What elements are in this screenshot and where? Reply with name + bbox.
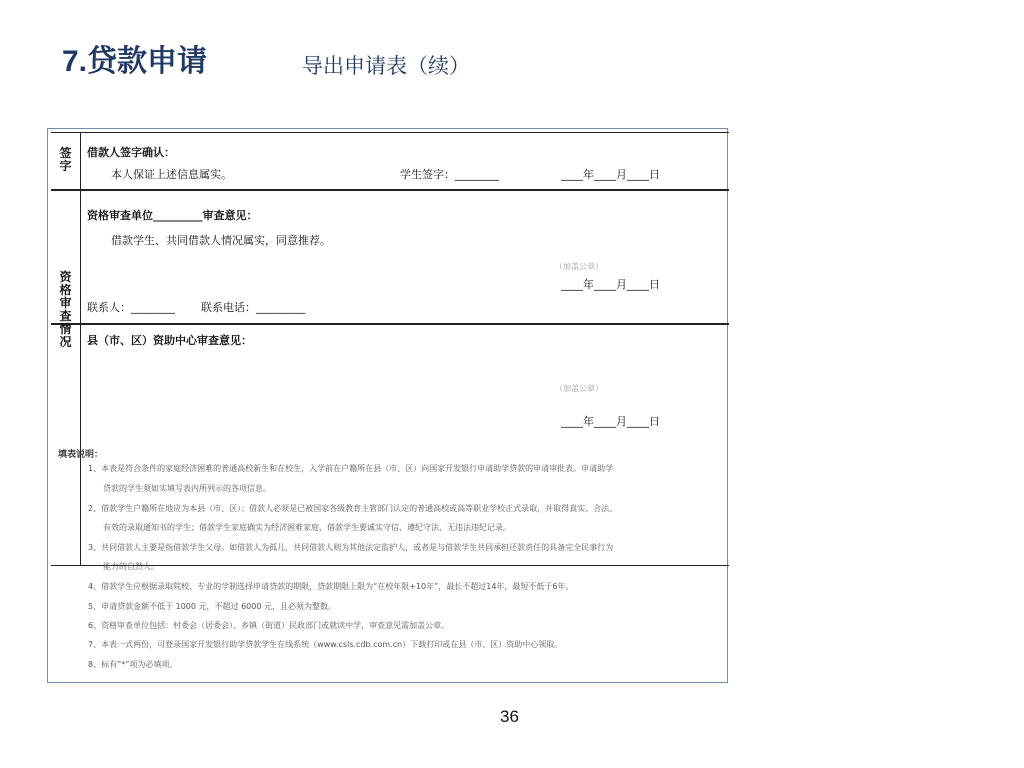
note-line: 贷款的学生须如实填写表内所列示的各项信息。 [103, 484, 271, 493]
slide-title [62, 36, 207, 80]
note-line: 7、本表一式两份，可登录国家开发银行助学贷款学生在线系统（www.csls.cdb.com.cn）下载打印或在县（市、区）资助中心领取。 [88, 640, 563, 649]
student-sign-line: 学生签字：________ [400, 168, 499, 181]
note-line: 3、共同借款人主要是指借款学生父母。如借款人为孤儿，共同借款人则为其他法定监护人，或者是与借款学生共同承担还款责任的具备完全民事行为 [88, 543, 614, 552]
note-line: 6、资格审查单位包括：村委会（居委会）、乡镇（街道）民政部门或就读中学，审查意见需加盖公章。 [88, 621, 450, 630]
note-line: 1、本表是符合条件的家庭经济困难的普通高校新生和在校生，入学前在户籍所在县（市、区）向国家开发银行申请助学贷款的申请审批表。申请助学 [88, 464, 614, 473]
county-date-line: ____年____月____日 [561, 415, 660, 428]
review-unit-line: 资格审查单位_________审查意见： [87, 209, 258, 222]
column-divider [80, 133, 81, 565]
review-opinion: 借款学生、共同借款人情况属实，同意推荐。 [111, 234, 331, 247]
form-table [51, 132, 729, 566]
stamp-placeholder: （加盖公章） [555, 384, 603, 393]
row-divider [51, 189, 729, 191]
notes-title: 填表说明： [58, 450, 104, 460]
slide-subtitle: 导出申请表（续） [302, 54, 470, 78]
title-text: 贷款申请 [87, 44, 208, 79]
note-line: 8、标有“*”项为必填项。 [88, 660, 178, 669]
sign-section-label: 签 字 [59, 146, 72, 173]
note-line: 5、申请贷款金额不低于 1000 元，不超过 6000 元，且必须为整数。 [88, 602, 336, 611]
contact-phone: 联系电话：_________ [201, 301, 306, 314]
application-form-image [47, 128, 728, 683]
sign-statement: 本人保证上述信息属实。 [111, 168, 232, 181]
title-number: 7. [62, 45, 88, 78]
note-line: 有效的录取通知书的学生；借款学生家庭确实为经济困难家庭，借款学生要诚实守信，遵纪守法，无违法违纪记录。 [103, 523, 511, 532]
county-opinion: 县（市、区）资助中心审查意见： [87, 334, 252, 347]
note-line: 能力的自然人。 [103, 562, 159, 571]
page-number: 36 [500, 707, 519, 726]
review-section-label: 资 格 审 查 情 况 [59, 270, 72, 349]
review-date-line: ____年____月____日 [561, 278, 660, 291]
note-line: 2、借款学生户籍所在地应为本县（市、区）；借款人必须是已被国家各级教育主管部门认定的普通高校或高等职业学校正式录取，并取得真实、合法、 [88, 504, 618, 513]
note-line: 4、借款学生应根据录取院校、专业的学制选择申请贷款的期限，贷款期限上限为“在校年限+10年”，最长不超过14年，最短不低于6年。 [88, 582, 574, 591]
stamp-placeholder: （加盖公章） [555, 262, 603, 271]
sign-date-line: ____年____月____日 [561, 168, 660, 181]
contact-person: 联系人：________ [87, 301, 175, 314]
sign-title: 借款人签字确认： [87, 146, 175, 159]
row-divider [51, 323, 729, 325]
